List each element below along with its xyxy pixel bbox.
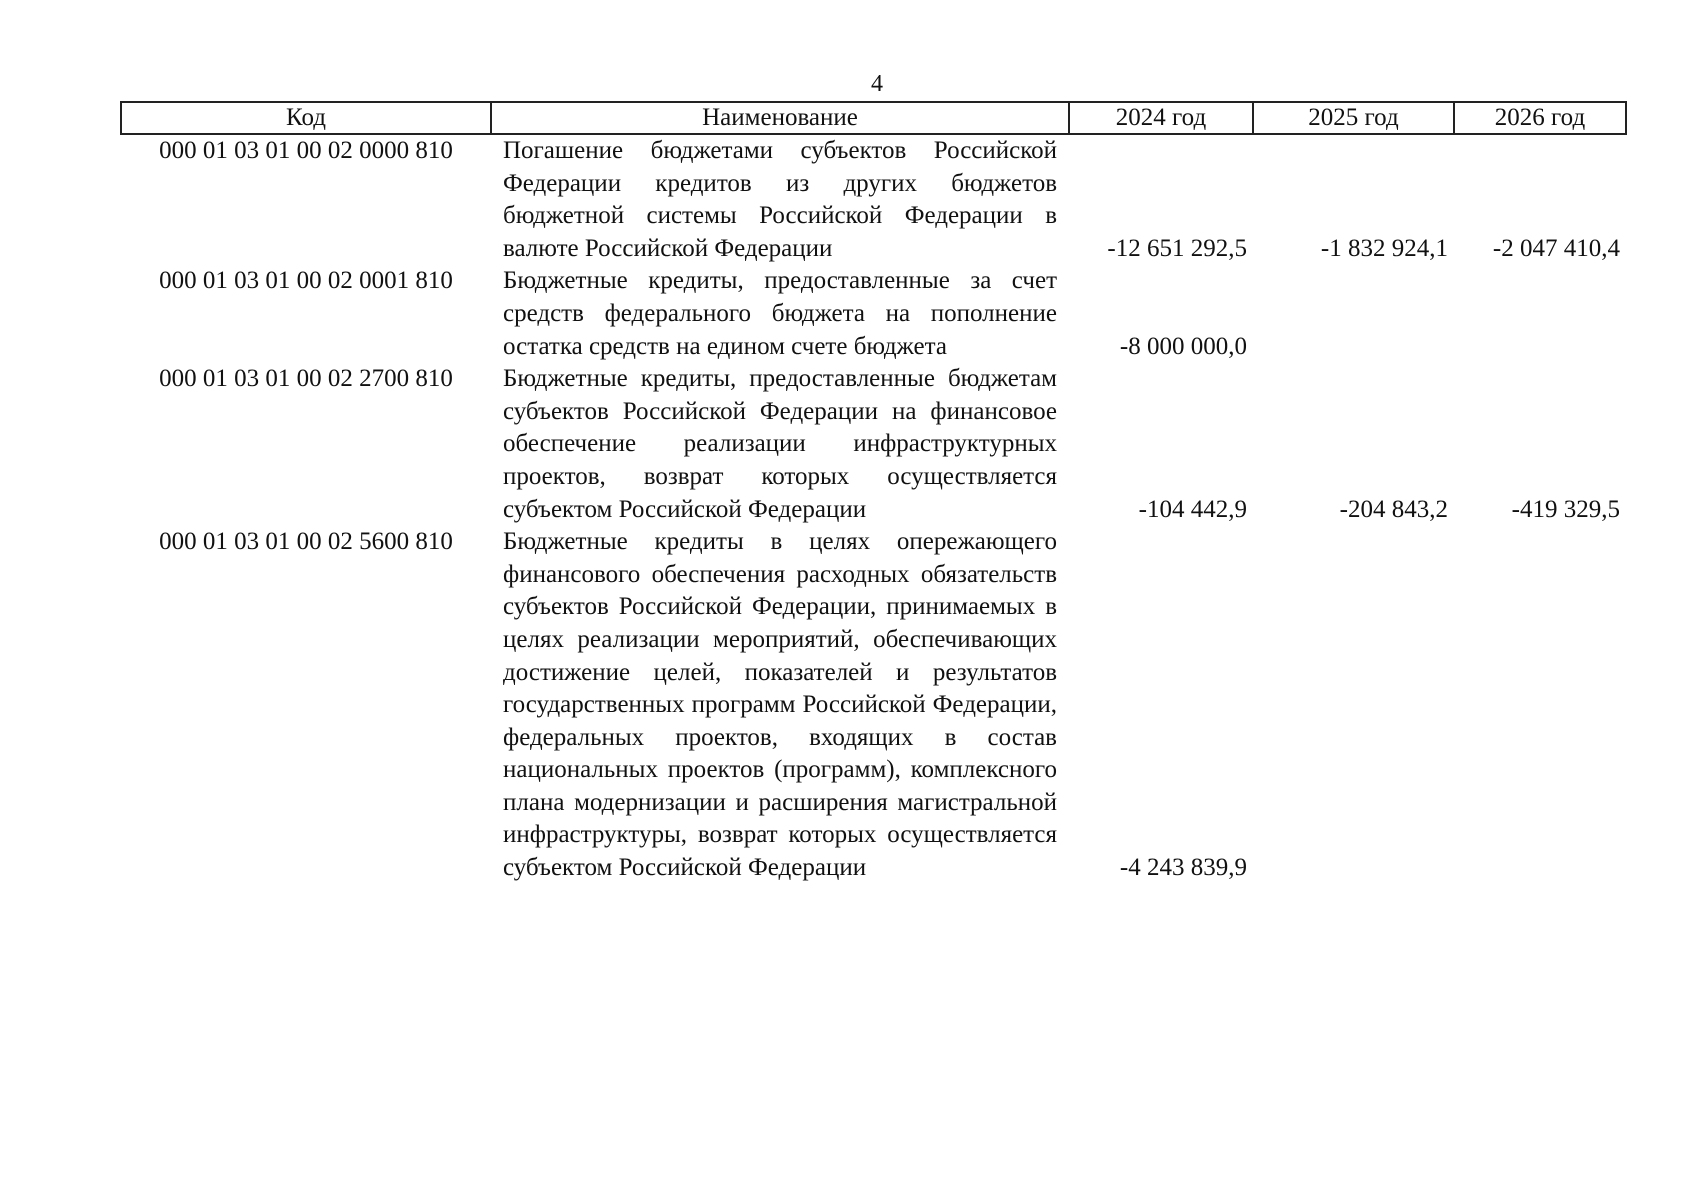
row-name: Бюджетные кредиты, предоставленные бюджетам субъектов Российской Федерации на финансовое обеспечение реализации инфраструктурных проектов, возврат которых осуществляется субъектом Российской Федерации: [503, 365, 1057, 523]
table-row: [121, 526, 1626, 885]
table-row: [121, 363, 1626, 526]
row-value-2025: [1253, 526, 1454, 885]
row-code: 000 01 03 01 00 02 2700 810: [159, 365, 453, 393]
row-value-2026: -2 047 410,4: [1492, 234, 1620, 262]
budget-table: [120, 101, 1627, 885]
row-value-2025: [1253, 265, 1454, 363]
header-code: Код: [121, 102, 491, 134]
row-value-2026: [1454, 526, 1626, 885]
row-name: Погашение бюджетами субъектов Российской Федерации кредитов из других бюджетов бюджетной системы Российской Федерации в валюте Российской Федерации: [503, 137, 1057, 262]
header-2024: 2024 год: [1069, 102, 1253, 134]
row-value-2026: [1454, 265, 1626, 363]
table-row: [121, 265, 1626, 363]
row-value-2024: -12 651 292,5: [1107, 234, 1247, 262]
row-value-2025: -1 832 924,1: [1320, 234, 1448, 262]
budget-table-container: [120, 101, 1625, 885]
header-name: Наименование: [491, 102, 1069, 134]
table-row: [121, 134, 1626, 265]
row-value-2024: -4 243 839,9: [1119, 854, 1247, 882]
row-value-2025: -204 843,2: [1339, 495, 1448, 523]
row-value-2026: -419 329,5: [1511, 495, 1620, 523]
table-header-row: [121, 102, 1626, 134]
row-code: 000 01 03 01 00 02 0001 810: [159, 267, 453, 295]
row-code: 000 01 03 01 00 02 0000 810: [159, 137, 453, 164]
row-name: Бюджетные кредиты, предоставленные за счет средств федерального бюджета на пополнение остатка средств на едином счете бюджета: [503, 267, 1057, 360]
row-code: 000 01 03 01 00 02 5600 810: [159, 528, 453, 556]
row-name: Бюджетные кредиты в целях опережающего финансового обеспечения расходных обязательств субъектов Российской Федерации, принимаемых в целях реализации мероприятий, обеспечивающих достижение целей, показателей и результатов государственных программ Российской Федерации, федеральных проектов, входящих в состав национальных проектов (программ), комплексного плана модернизации и расширения магистральной инфраструктуры, возврат которых осуществляется субъектом Российской Федерации: [503, 528, 1057, 882]
row-value-2024: -8 000 000,0: [1119, 332, 1247, 360]
page-number: 4: [871, 71, 883, 97]
header-2025: 2025 год: [1253, 102, 1454, 134]
row-value-2024: -104 442,9: [1138, 495, 1247, 523]
header-2026: 2026 год: [1454, 102, 1626, 134]
